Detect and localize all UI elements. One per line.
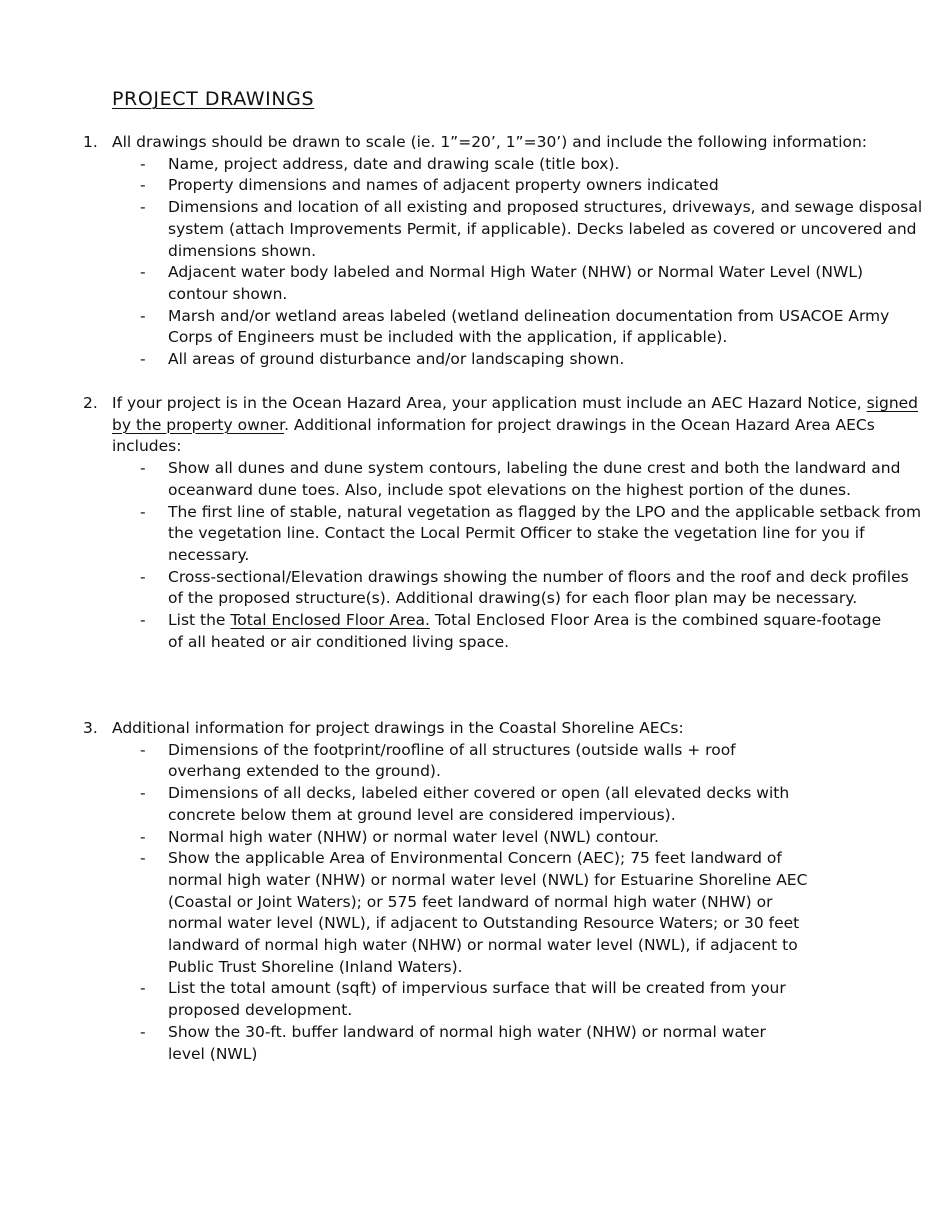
list-item: - The first line of stable, natural vegetation as flagged by the LPO and the applicable setback from the vegetation line. Contact the Local Permit Officer to stake the vegetation line for you if necessary. — [0, 502, 950, 567]
floor-area-prefix: List the — [168, 611, 231, 630]
list-item: - Dimensions and location of all existing and proposed structures, driveways, and sewage disposal system (attach Improvements Permit, if applicable). Decks labeled as covered or uncovered and dimensions shown. — [0, 197, 950, 262]
total-enclosed-floor-area-emphasis: Total Enclosed Floor Area. — [230, 611, 430, 630]
list-item: - Show the 30-ft. buffer landward of normal high water (NHW) or normal water level (NWL) — [0, 1022, 950, 1065]
section-1-intro — [0, 132, 950, 154]
list-item: - Name, project address, date and drawing scale (title box). — [0, 154, 950, 176]
list-item: - List the total amount (sqft) of impervious surface that will be created from your proposed development. — [0, 978, 950, 1021]
list-item: - Dimensions of the footprint/roofline of all structures (outside walls + roof overhang extended to the ground). — [0, 740, 950, 783]
list-item — [0, 610, 950, 653]
section-3-number: 3. — [83, 719, 98, 737]
section-2-intro-text-continued: . Additional information for project drawings in the Ocean Hazard Area AECs includes: — [112, 415, 875, 456]
section-2-intro — [0, 393, 950, 458]
list-item: - Dimensions of all decks, labeled either covered or open (all elevated decks with concrete below them at ground level are considered impervious). — [0, 783, 950, 826]
section-3-list — [0, 740, 950, 1066]
section-2 — [0, 393, 950, 653]
list-item: - Adjacent water body labeled and Normal High Water (NHW) or Normal Water Level (NWL) contour shown. — [0, 262, 950, 305]
list-item: - Show the applicable Area of Environmental Concern (AEC); 75 feet landward of normal high water (NHW) or normal water level (NWL) for Estuarine Shoreline AEC (Coastal or Joint Waters); or 575 feet landward of normal high water (NHW) or normal water level (NWL), if adjacent to Outstanding Resource Waters; or 30 feet landward of normal high water (NHW) or normal water level (NWL), if adjacent to Public Trust Shoreline (Inland Waters). — [0, 848, 950, 978]
section-3 — [0, 718, 950, 1065]
floor-area-suffix: Total Enclosed Floor Area is the combined square-footage of all heated or air conditioned living space. — [168, 611, 882, 651]
list-item: - Property dimensions and names of adjacent property owners indicated — [0, 175, 950, 197]
list-item: - Normal high water (NHW) or normal water level (NWL) contour. — [0, 827, 950, 849]
page-title: PROJECT DRAWINGS — [112, 88, 315, 110]
section-2-number: 2. — [83, 394, 98, 412]
signed-by-owner-emphasis: signed by the property owner — [112, 394, 919, 434]
section-1 — [0, 132, 950, 371]
section-3-intro — [0, 718, 950, 740]
section-1-intro-text: All drawings should be drawn to scale (ie. 1”=20’, 1”=30’) and include the following information: — [112, 133, 868, 151]
section-1-number: 1. — [83, 133, 98, 151]
list-item: - Show all dunes and dune system contours, labeling the dune crest and both the landward and oceanward dune toes. Also, include spot elevations on the highest portion of the dunes. — [0, 458, 950, 501]
section-2-intro-text: If your project is in the Ocean Hazard Area, your application must include an AEC Hazard Notice, — [112, 394, 867, 412]
section-1-list — [0, 154, 950, 371]
list-item: - Marsh and/or wetland areas labeled (wetland delineation documentation from USACOE Army Corps of Engineers must be included with the application, if applicable). — [0, 306, 950, 349]
list-item: - All areas of ground disturbance and/or landscaping shown. — [0, 349, 950, 371]
list-item: - Cross-sectional/Elevation drawings showing the number of floors and the roof and deck profiles of the proposed structure(s). Additional drawing(s) for each floor plan may be necessary. — [0, 567, 950, 610]
section-3-intro-text: Additional information for project drawings in the Coastal Shoreline AECs: — [112, 719, 684, 737]
section-2-list — [0, 458, 950, 653]
